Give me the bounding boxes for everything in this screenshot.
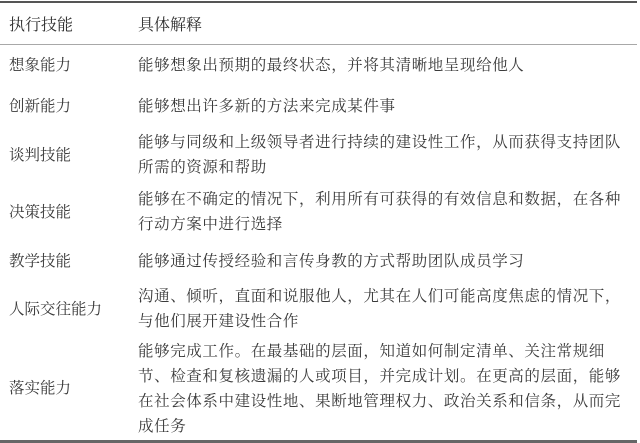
skill-cell: 教学技能 xyxy=(9,251,72,270)
skill-cell: 人际交往能力 xyxy=(9,299,103,318)
explanation-cell: 能够想出许多新的方法来完成某件事 xyxy=(138,96,396,115)
table-row xyxy=(0,85,637,127)
header-explanation: 具体解释 xyxy=(138,15,203,34)
table-row xyxy=(0,337,637,440)
skill-cell: 落实能力 xyxy=(9,379,72,397)
table-row xyxy=(0,127,637,183)
table-row xyxy=(0,183,637,241)
table-row xyxy=(0,241,637,281)
explanation-cell: 能够完成工作。在最基础的层面，知道如何制定清单、关注常规细节、检查和复核遗漏的人或项目，并完成计划。在更高的层面，能够在社会体系中建设性地、果断地管理权力、政治关系和信条，从而完成任务 xyxy=(138,341,622,435)
table-row xyxy=(0,281,637,337)
skill-cell: 谈判技能 xyxy=(9,145,72,164)
skills-table xyxy=(0,1,637,443)
explanation-cell: 能够通过传授经验和言传身教的方式帮助团队成员学习 xyxy=(138,251,525,270)
table-row xyxy=(0,45,637,85)
explanation-cell: 能够在不确定的情况下，利用所有可获得的有效信息和数据，在各种行动方案中进行选择 xyxy=(138,190,622,233)
explanation-cell: 能够与同级和上级领导者进行持续的建设性工作，从而获得支持团队所需的资源和帮助 xyxy=(138,133,622,176)
explanation-cell: 沟通、倾听，直面和说服他人，尤其在人们可能高度焦虑的情况下，与他们展开建设性合作 xyxy=(138,287,622,330)
skill-cell: 想象能力 xyxy=(9,55,72,74)
header-skill: 执行技能 xyxy=(9,15,74,34)
skill-cell: 创新能力 xyxy=(9,96,72,115)
explanation-cell: 能够想象出预期的最终状态，并将其清晰地呈现给他人 xyxy=(138,55,525,74)
table-header xyxy=(0,3,637,45)
skill-cell: 决策技能 xyxy=(9,202,72,221)
